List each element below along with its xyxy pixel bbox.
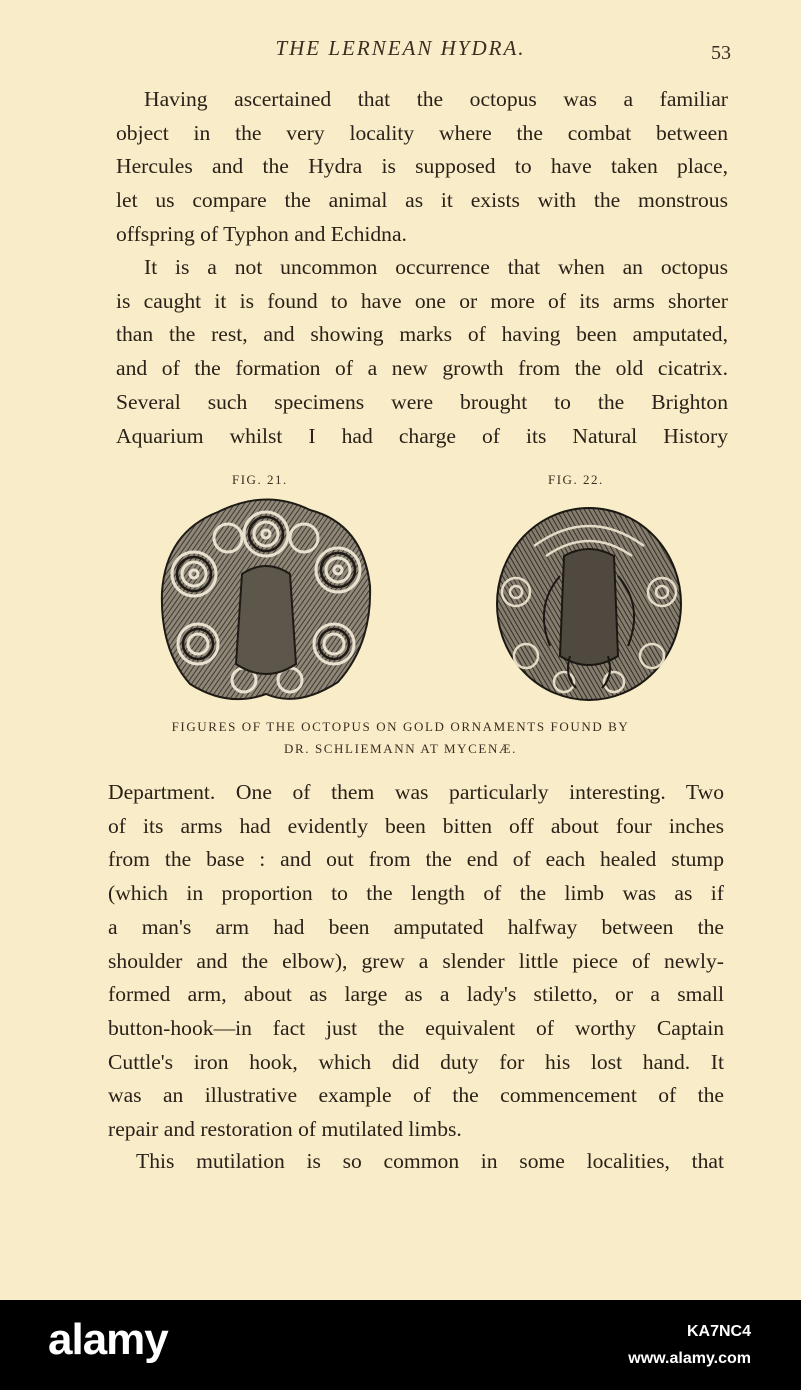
text-line: offspring of Typhon and Echidna. [116,221,407,246]
figure-22-label: FIG. 22. [548,472,604,487]
text-line: object in the very locality where the combat between [116,120,728,145]
text-line: Hercules and the Hydra is supposed to have taken place, [116,154,728,179]
text-line: formed arm, about as large as a lady's stiletto, or a small [108,982,724,1007]
text-line: It is a not uncommon occurrence that when an octopus [144,255,728,279]
figure-21-label: FIG. 21. [232,472,288,487]
text-line: This mutilation is so common in some localities, that [136,1149,724,1173]
text-line: (which in proportion to the length of the limb was as if [108,881,724,906]
text-line: of its arms had evidently been bitten off about four inches [108,813,724,838]
octopus-ornament-figure-22 [494,506,684,702]
text-line: from the base : and out from the end of each healed stump [108,847,724,872]
figure-caption-line-1: FIGURES OF THE OCTOPUS ON GOLD ORNAMENTS FOUND BY [171,719,630,734]
text-line: Department. One of them was particularly interesting. Two [108,780,724,804]
text-line: and of the formation of a new growth from the old cicatrix. [116,356,728,381]
text-line: Several such specimens were brought to the Brighton [116,389,728,414]
paragraph [116,83,728,252]
page-number: 53 [711,42,731,64]
site-url: www.alamy.com [628,1350,751,1367]
paragraph [116,251,728,453]
text-line: a man's arm had been amputated halfway between the [108,914,724,939]
octopus-ornament-illustration [494,506,684,702]
paragraph [108,1145,724,1179]
image-id: KA7NC4 [686,1323,751,1340]
paragraph [108,776,724,1147]
text-line: Aquarium whilst I had charge of its Natural History [116,423,728,448]
text-line: Having ascertained that the octopus was a familiar [144,87,728,111]
running-head: THE LERNEAN HYDRA. [275,36,526,60]
text-line: shoulder and the elbow), grew a slender little piece of newly- [108,948,724,973]
text-line: Cuttle's iron hook, which did duty for his lost hand. It [108,1049,724,1074]
text-line: button-hook—in fact just the equivalent of worthy Captain [108,1015,724,1040]
text-line: was an illustrative example of the commencement of the [108,1083,724,1108]
text-line: repair and restoration of mutilated limbs. [108,1117,462,1142]
brand-logo: alamy [48,1315,168,1364]
text-line: let us compare the animal as it exists with the monstrous [116,188,728,213]
text-line: than the rest, and showing marks of having been amputated, [116,322,728,347]
octopus-ornament-illustration [158,494,374,704]
text-line: is caught it is found to have one or more of its arms shorter [116,288,728,313]
octopus-ornament-figure-21 [158,494,374,704]
figure-caption-line-2: DR. SCHLIEMANN AT MYCENÆ. [284,741,517,756]
